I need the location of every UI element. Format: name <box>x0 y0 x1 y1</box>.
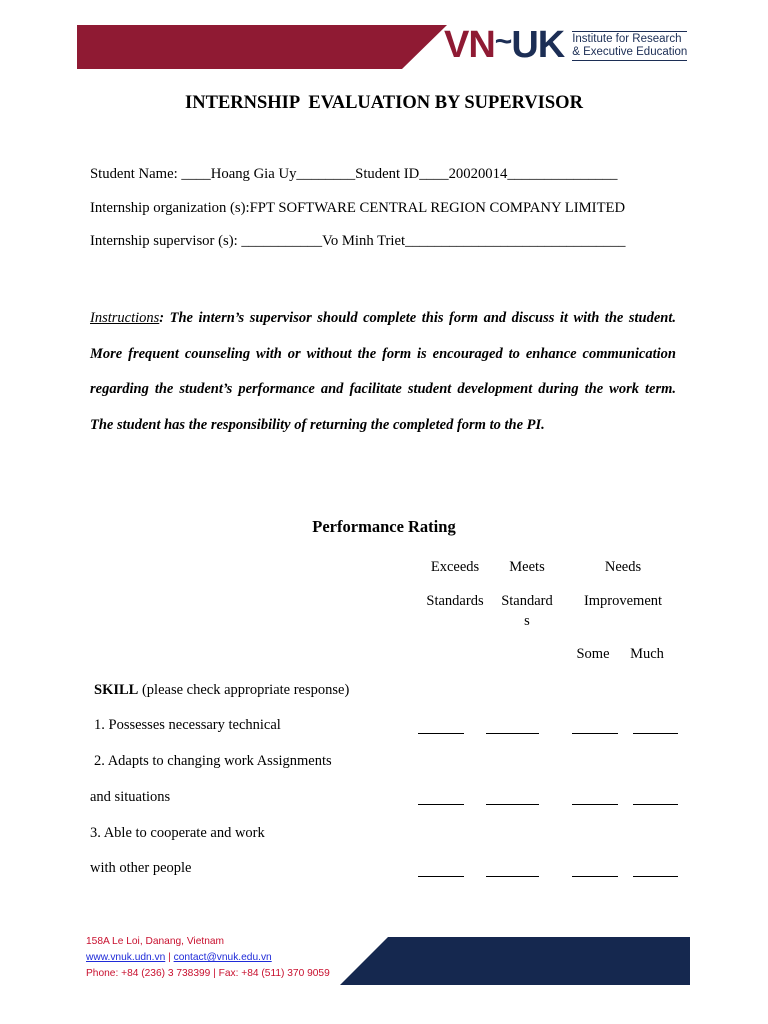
skill-item-1: 1. Possesses necessary technical <box>94 717 281 733</box>
col-meets-line3: s <box>524 613 530 629</box>
skill-heading: SKILL (please check appropriate response) <box>94 682 350 698</box>
footer-phone: Phone: +84 (236) 3 738399 | Fax: +84 (511) 370 9059 <box>86 968 330 979</box>
answer-blank[interactable] <box>486 876 539 877</box>
page-title: INTERNSHIP EVALUATION BY SUPERVISOR <box>185 93 583 113</box>
footer-navy-band <box>340 937 690 985</box>
col-exceeds-line2: Standards <box>426 593 484 609</box>
vnuk-logo-mark: VN~UK <box>444 23 565 66</box>
answer-blank[interactable] <box>486 733 539 734</box>
email-link[interactable]: contact@vnuk.edu.vn <box>173 952 272 963</box>
col-exceeds-line1: Exceeds <box>430 559 480 575</box>
answer-blank[interactable] <box>633 804 678 805</box>
answer-blank[interactable] <box>418 804 464 805</box>
col-needs-line1: Needs <box>604 559 642 575</box>
col-needs-line2: Improvement <box>583 593 663 609</box>
answer-blank[interactable] <box>572 733 618 734</box>
answer-blank[interactable] <box>486 804 539 805</box>
header-red-band <box>77 25 447 69</box>
skill-item-2-cont: and situations <box>90 789 171 805</box>
vnuk-logo <box>444 23 688 66</box>
answer-blank[interactable] <box>633 876 678 877</box>
answer-blank[interactable] <box>418 876 464 877</box>
footer-address: 158A Le Loi, Danang, Vietnam <box>86 936 225 947</box>
answer-blank[interactable] <box>572 876 618 877</box>
col-some: Some <box>576 646 610 662</box>
instructions-text: : The intern’s supervisor should complete this form and discuss it with the student. More frequent counseling with or without the form is encouraged to enhance communication regarding the student’s performance and facilitate student development during the work term. The student has the responsibility of returning the completed form to the PI. <box>90 310 676 433</box>
answer-blank[interactable] <box>418 733 464 734</box>
answer-blank[interactable] <box>633 733 678 734</box>
performance-rating-title: Performance Rating <box>312 517 456 536</box>
skill-item-3-cont: with other people <box>90 860 192 876</box>
col-meets-line1: Meets <box>509 559 545 575</box>
student-name-line: Student Name: ____Hoang Gia Uy________Student ID____20020014_______________ <box>90 166 618 182</box>
organization-line: Internship organization (s):FPT SOFTWARE CENTRAL REGION COMPANY LIMITED <box>90 200 626 216</box>
col-much: Much <box>630 646 664 662</box>
skill-item-3: 3. Able to cooperate and work <box>90 825 265 841</box>
footer-links: www.vnuk.udn.vn | contact@vnuk.edu.vn <box>86 952 272 963</box>
institute-name: Institute for Research & Executive Education <box>572 31 687 61</box>
skill-item-2: 2. Adapts to changing work Assignments <box>94 753 332 769</box>
instructions-label: Instructions <box>90 310 160 326</box>
answer-blank[interactable] <box>572 804 618 805</box>
website-link[interactable]: www.vnuk.udn.vn <box>86 952 166 963</box>
supervisor-line: Internship supervisor (s): ___________Vo Minh Triet______________________________ <box>90 233 626 249</box>
col-meets-line2: Standard <box>501 593 553 609</box>
instructions-paragraph <box>90 301 676 443</box>
